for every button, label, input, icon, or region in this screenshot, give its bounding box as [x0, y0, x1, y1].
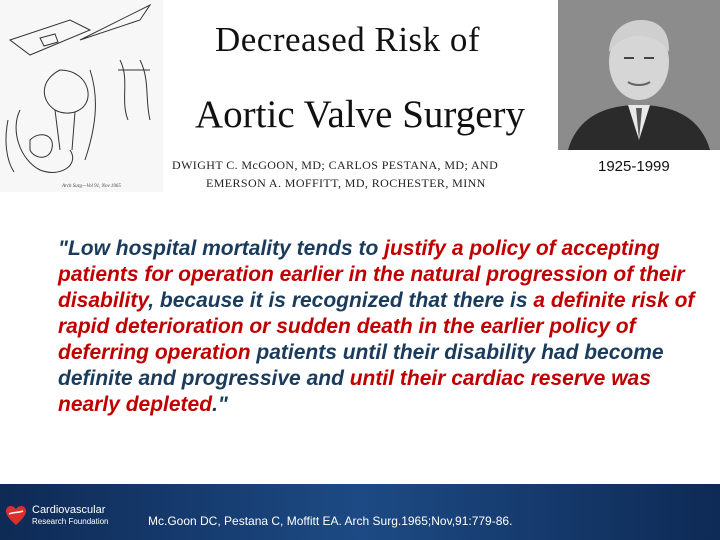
crf-logo	[4, 504, 109, 528]
quote-highlight: justify a policy of accepting patients for operation earlier in the natural progression of their disability	[58, 237, 685, 312]
portrait-silhouette	[558, 0, 720, 150]
quote-segment: , because it is recognized that there is	[148, 289, 534, 312]
quote-text	[58, 236, 698, 418]
crf-logo-text	[32, 505, 109, 527]
paper-title-line2: Aortic Valve Surgery	[195, 93, 525, 136]
quote-segment: "Low hospital mortality tends to	[58, 237, 385, 260]
sketch-caption: Arch Surg—Vol 91, Nov 1965	[62, 184, 121, 189]
paper-title-line1: Decreased Risk of	[215, 20, 481, 59]
paper-authors	[172, 156, 498, 192]
quote-segment: patients until their disability had become definite and progressive and	[58, 341, 664, 390]
logo-line1: Cardiovascular	[32, 504, 106, 516]
authors-line2: EMERSON A. MOFFITT, MD, ROCHESTER, MINN	[206, 176, 486, 190]
valve-sketch-drawing	[0, 0, 163, 192]
valve-sketch-image	[0, 0, 163, 192]
logo-line2: Research Foundation	[32, 517, 109, 526]
citation-text: Mc.Goon DC, Pestana C, Moffitt EA. Arch Surg.1965;Nov,91:779-86.	[148, 514, 513, 528]
quote-highlight: a definite risk of rapid deterioration or sudden death in the earlier policy of deferring operation	[58, 289, 695, 364]
authors-line1: DWIGHT C. McGOON, MD; CARLOS PESTANA, MD; AND	[172, 158, 499, 172]
lifespan-years: 1925-1999	[598, 158, 670, 175]
footer-bar	[0, 484, 720, 540]
heart-icon	[4, 504, 28, 528]
quote-highlight: until their cardiac reserve was nearly depleted	[58, 367, 651, 416]
portrait-photo	[558, 0, 720, 150]
quote-segment: ."	[212, 393, 228, 416]
